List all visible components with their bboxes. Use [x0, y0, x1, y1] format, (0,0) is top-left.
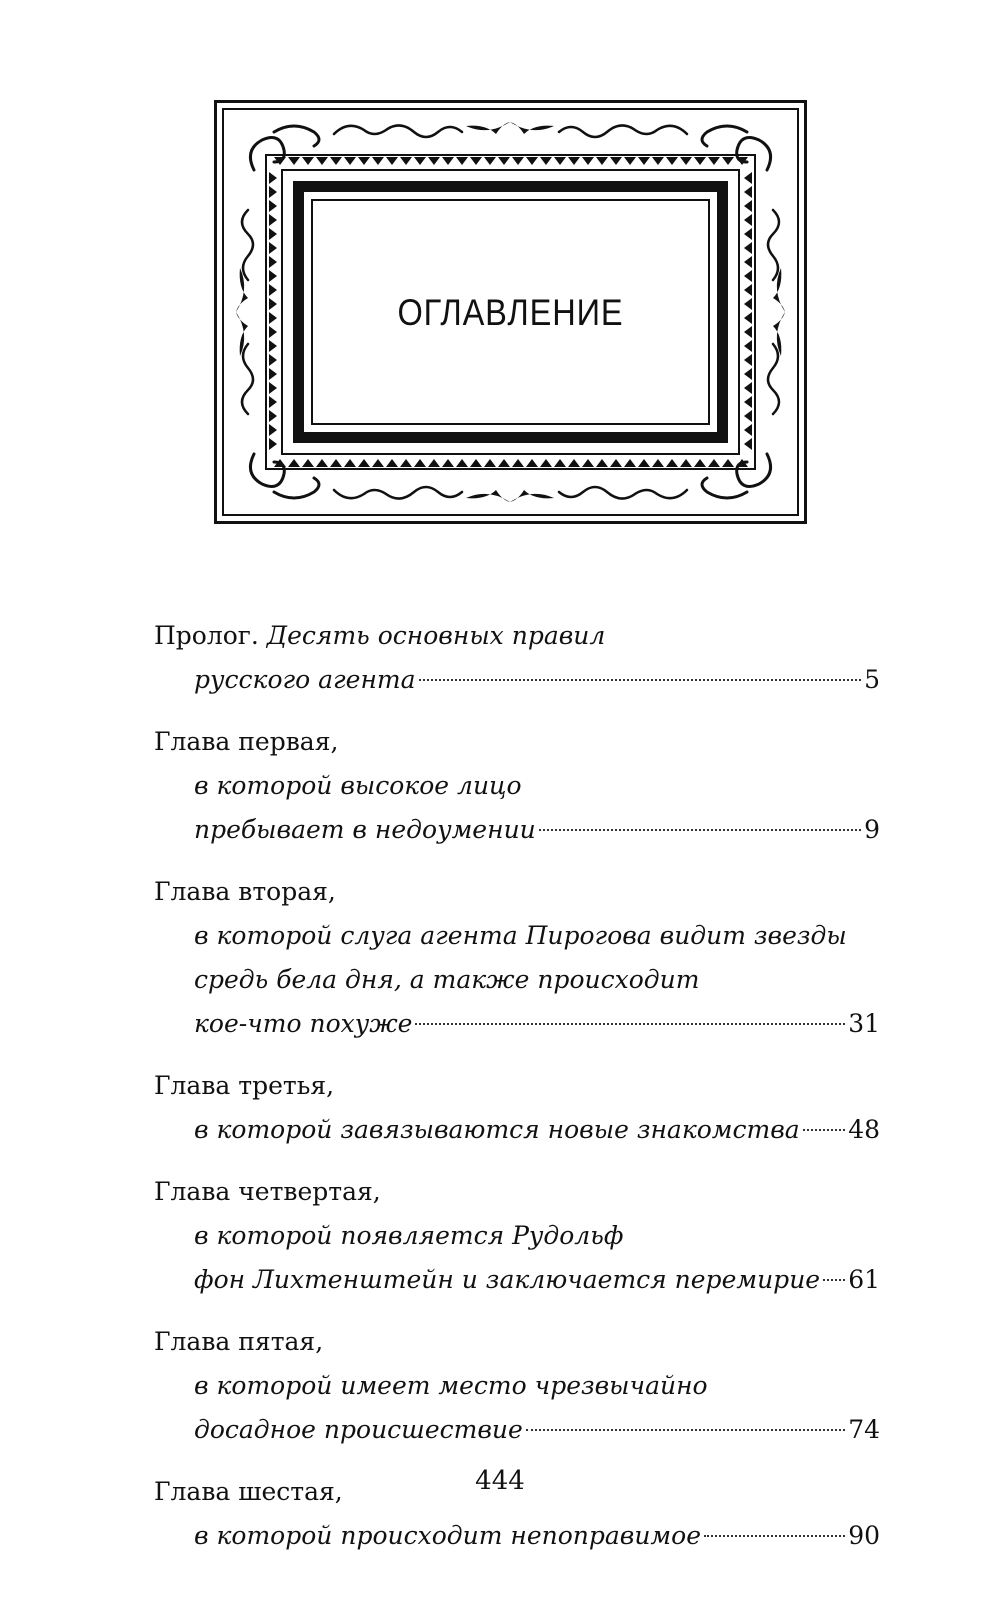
toc-entry[interactable]	[154, 720, 880, 852]
dot-leader	[803, 1129, 845, 1131]
toc-entry-leader-line	[154, 1108, 880, 1152]
dot-leader	[704, 1535, 845, 1537]
page-title: ОГЛАВЛЕНИЕ	[397, 292, 624, 333]
toc-entry-leader-line	[154, 1258, 880, 1302]
toc-entry-heading	[154, 870, 880, 914]
chapter-label: Глава первая,	[154, 727, 339, 756]
toc-entry[interactable]	[154, 1170, 880, 1302]
toc-entry-leader-line	[154, 1514, 880, 1558]
toc-entry[interactable]	[154, 1064, 880, 1152]
page-number: 444	[475, 1466, 525, 1496]
ornamental-frame	[214, 100, 807, 524]
toc-entry-description: кое-что похуже	[194, 1009, 413, 1038]
toc-entry-description: средь бела дня, а также происходит	[194, 965, 700, 994]
toc-entry-leader-line	[154, 1002, 880, 1046]
chapter-label: Пролог.	[154, 621, 259, 650]
dot-leader	[539, 829, 861, 831]
dot-leader	[419, 679, 862, 681]
toc-entry-leader-line	[154, 808, 880, 852]
chapter-label: Глава шестая,	[154, 1477, 343, 1506]
toc-entry-heading	[154, 614, 880, 658]
toc-entry-heading	[154, 1170, 880, 1214]
toc-entry[interactable]	[154, 614, 880, 702]
toc-entry[interactable]	[154, 1320, 880, 1452]
chapter-label: Глава третья,	[154, 1071, 335, 1100]
chapter-subtitle: Десять основных правил	[266, 621, 606, 650]
toc-entry-description: пребывает в недоумении	[194, 815, 536, 844]
toc-entry-leader-line	[154, 658, 880, 702]
toc-page-number: 90	[848, 1521, 880, 1550]
toc-entry-heading	[154, 1320, 880, 1364]
dot-leader	[526, 1429, 845, 1431]
toc-entry-description: фон Лихтенштейн и заключается перемирие	[194, 1265, 821, 1294]
toc-page-number: 61	[848, 1265, 880, 1294]
chapter-label: Глава четвертая,	[154, 1177, 381, 1206]
toc-entry-leader-line	[154, 1408, 880, 1452]
toc-entry-heading	[154, 1064, 880, 1108]
toc-page-number: 48	[848, 1115, 880, 1144]
toc-entry-description: русского агента	[194, 665, 416, 694]
toc-page-number: 74	[848, 1415, 880, 1444]
toc-entry-description: в которой имеет место чрезвычайно	[194, 1371, 708, 1400]
toc-entry-description: в которой слуга агента Пирогова видит звезды	[194, 921, 847, 950]
dot-leader	[415, 1023, 845, 1025]
toc-entry-description: в которой происходит непоправимое	[194, 1521, 701, 1550]
toc-entry[interactable]	[154, 870, 880, 1046]
toc-entry-description: досадное происшествие	[194, 1415, 523, 1444]
toc-page-number: 5	[864, 665, 880, 694]
toc-entry-description: в которой появляется Рудольф	[194, 1221, 624, 1250]
chapter-label: Глава пятая,	[154, 1327, 324, 1356]
toc-page-number: 9	[864, 815, 880, 844]
toc-page-number: 31	[848, 1009, 880, 1038]
table-of-contents	[154, 614, 880, 1576]
toc-entry-heading	[154, 720, 880, 764]
toc-entry-description: в которой завязываются новые знакомства	[194, 1115, 800, 1144]
toc-entry-description: в которой высокое лицо	[194, 771, 522, 800]
chapter-label: Глава вторая,	[154, 877, 336, 906]
dot-leader	[823, 1279, 845, 1281]
